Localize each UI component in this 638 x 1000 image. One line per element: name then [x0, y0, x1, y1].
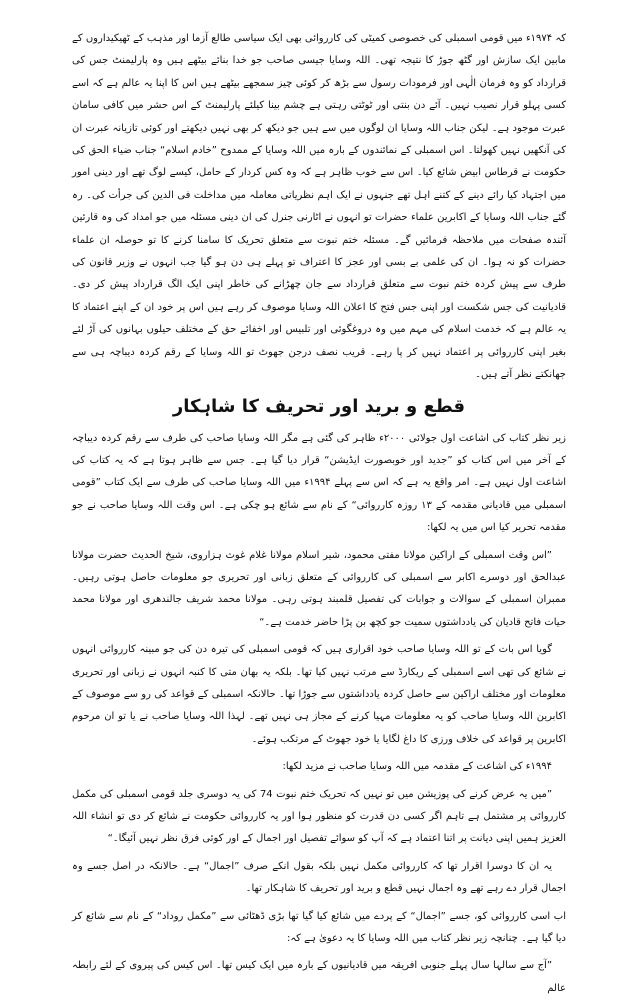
paragraph: زیر نظر کتاب کی اشاعت اول جولائی ۲۰۰۰ء ظاہر کی گئی ہے مگر اللہ وسایا صاحب کی طرف سے رقم کردہ دیباچہ کے آخر میں اس کتاب کو ”جدید اور خوبصورت ایڈیشن“ قرار دیا گیا ہے۔ جس سے ظاہر ہوتا ہے کہ یہ کتاب کی اشاعت اول نہیں ہے۔ امر واقع یہ ہے کہ اس سے پہلے ۱۹۹۴ء میں اللہ وسایا صاحب کی طرف سے ایک کتاب ”قومی اسمبلی میں قادیانی مقدمہ کے ۱۳ روزہ کارروائی“ کے نام سے شائع ہو چکی ہے۔ اس وقت اللہ وسایا صاحب نے جو مقدمہ تحریر کیا اس میں یہ لکھا: — [72, 432, 566, 534]
quotation-paragraph: ”میں یہ عرض کرنے کی پوزیشن میں تو نہیں کہ تحریک ختم نبوت 74 کی یہ دوسری جلد قومی اسمبلی کی مکمل کارروائی پر مشتمل ہے تاہم اگر کسی دن قدرت کو منظور ہوا اور یہ کارروائی حکومت نے شائع کر دی تو انشاء اللہ العزیز ہمیں اپنی دیانت پر اتنا اعتماد ہے کہ آپ کو سوائے تفصیل اور اجمال کے اور کوئی فرق نظر نہیں آئیگا۔“ — [72, 788, 566, 845]
quotation-paragraph: ”آج سے سالہا سال پہلے جنوبی افریقہ میں قادیانیوں کے بارہ میں ایک کیس تھا۔ اس کیس کی پیروی کے لئے رابطہ عالم — [72, 960, 566, 994]
section-heading: قطع و برید اور تحریف کا شاہکار — [172, 395, 466, 417]
paragraph: اب اسی کارروائی کو، جسے ”اجمال“ کے پردے میں شائع کیا گیا تھا بڑی ڈھٹائی سے ”مکمل روداد“ کے نام سے شائع کر دیا گیا ہے۔ چنانچہ زیر نظر کتاب میں اللہ وسایا کا یہ دعویٰ ہے کہ: — [72, 910, 566, 945]
paragraph: یہ ان کا دوسرا اقرار تھا کہ کارروائی مکمل نہیں بلکہ بقول انکے صرف ”اجمال“ ہے۔ حالانکہ در اصل جسے وہ اجمال قرار دے رہے تھے وہ اجمال نہیں قطع و برید اور تحریف کا شاہکار تھا۔ — [72, 860, 566, 895]
quotation-paragraph: ”اس وقت اسمبلی کے اراکین مولانا مفتی محمود، شیر اسلام مولانا غلام غوث ہزاروی، شیخ الحدیث حضرت مولانا عبدالحق اور دوسرے اکابر سے اسمبلی کی کارروائی کے متعلق زبانی اور تحریری جو معلومات حاصل ہوتی رہیں۔ ممبران اسمبلی کے سوالات و جوابات کی تفصیل قلمبند ہوتی رہی۔ مولانا محمد شریف جالندھری اور مولانا محمد حیات فاتح قادیان کی یادداشتوں سمیت جو کچھ بن پڑا حاضر خدمت ہے۔“ — [72, 549, 566, 628]
paragraph: کہ ۱۹۷۴ء میں قومی اسمبلی کی خصوصی کمیٹی کی کارروائی بھی ایک سیاسی طالع آزما اور مذہب کے ٹھیکیداروں کے مابین ایک سازش اور گٹھ جوڑ کا نتیجہ تھی۔ اللہ وسایا جیسی صاحب جو خدا بنائے بیٹھے ہیں وہ پارلیمنٹ جس کی قرارداد کو وہ فرمان الٰہی اور فرمودات رسول سے بڑھ کر کوئی چیز سمجھے بیٹھے ہیں اس کا اپنا یہ عالم ہے کہ اسے کسی پہلو قرار نصیب نہیں۔ آئے دن بنتی اور ٹوٹتی رہتی ہے چشم بینا کیلئے پارلیمنٹ کے اس حشر میں کافی سامان عبرت موجود ہے۔ لیکن جناب اللہ وسایا ان لوگوں میں سے ہیں جو دیکھ کر بھی نہیں دیکھتے اور کوئی تازیانہ عبرت ان کی آنکھیں نہیں کھولتا۔ اس اسمبلی کے نمائندوں کے بارہ میں اللہ وسایا کے ممدوح ”خادم اسلام“ جناب ضیاء الحق کی حکومت نے قرطاس ابیض شائع کیا۔ اس سے خوب ظاہر ہے کہ وہ کس کردار کے حامل، کیسے لوگ تھے اور دینی امور میں اجتہاد کیا رائے دینے کے کتنے اہل تھے جنہوں نے ایک اہم نظریاتی معاملہ میں مداخلت فی الدین کی جرأت کی۔ رہ گئے جناب اللہ وسایا کے اکابرین علماء حضرات تو انہوں نے اٹارنی جنرل کی ان دینی مسئلہ میں جو امداد کی وہ قارئین آئندہ صفحات میں ملاحظہ فرمائیں گے۔ مسئلہ ختم نبوت سے متعلق تحریک کا سامنا کرنے کا تو حوصلہ ان علماء حضرات کو نہ ہوا۔ ان کی علمی بے بسی اور عجز کا اعتراف تو پہلے ہی دن ہو گیا جب انہوں نے وزیر قانون کی طرف سے پیش کردہ ختم نبوت سے متعلق قرارداد سے جان چھڑانے کی خاطر اپنی ایک الگ قرارداد پیش کر دی۔ قادیانیت کی جس شکست اور اپنی جس فتح کا اعلان اللہ وسایا موصوف کر رہے ہیں اس پر خود ان کے اپنے اعتماد کا یہ عالم ہے کہ خدمت اسلام کی مہم میں وہ دروغگوئی اور تلبیس اور اخفائے حق کے مختلف حیلوں بہانوں کی آڑ لئے بغیر اپنی کارروائی پر اعتماد نہیں کر پا رہے۔ قریب نصف درجن جھوٹ تو اللہ وسایا کے رقم کردہ دیباچہ ہی سے جھانکتے نظر آتے ہیں۔ — [72, 33, 566, 381]
paragraph: ۱۹۹۴ء کی اشاعت کے مقدمہ میں اللہ وسایا صاحب نے مزید لکھا: — [282, 761, 552, 773]
paragraph: گویا اس بات کے تو اللہ وسایا صاحب خود اقراری ہیں کہ قومی اسمبلی کی تیرہ دن کی جو مبینہ کارروائی انہوں نے شائع کی تھی اسے اسمبلی کے ریکارڈ سے مرتب نہیں کیا تھا۔ بلکہ یہ بھان متی کا کنبہ انہوں نے زبانی اور تحریری معلومات اور مختلف اراکین سے حاصل کردہ یادداشتوں سے جوڑا تھا۔ حالانکہ اسمبلی کے قواعد کی رو سے موصوف کے اکابرین اللہ وسایا صاحب کو یہ معلومات مہیا کرنے کے مجاز ہی نہیں تھے۔ لہذا اللہ وسایا صاحب نے یا تو ان مرحوم اکابرین پر قواعد کی خلاف ورزی کا داغ لگایا یا خود جھوٹ کے مرتکب ہوئے۔ — [72, 644, 566, 745]
